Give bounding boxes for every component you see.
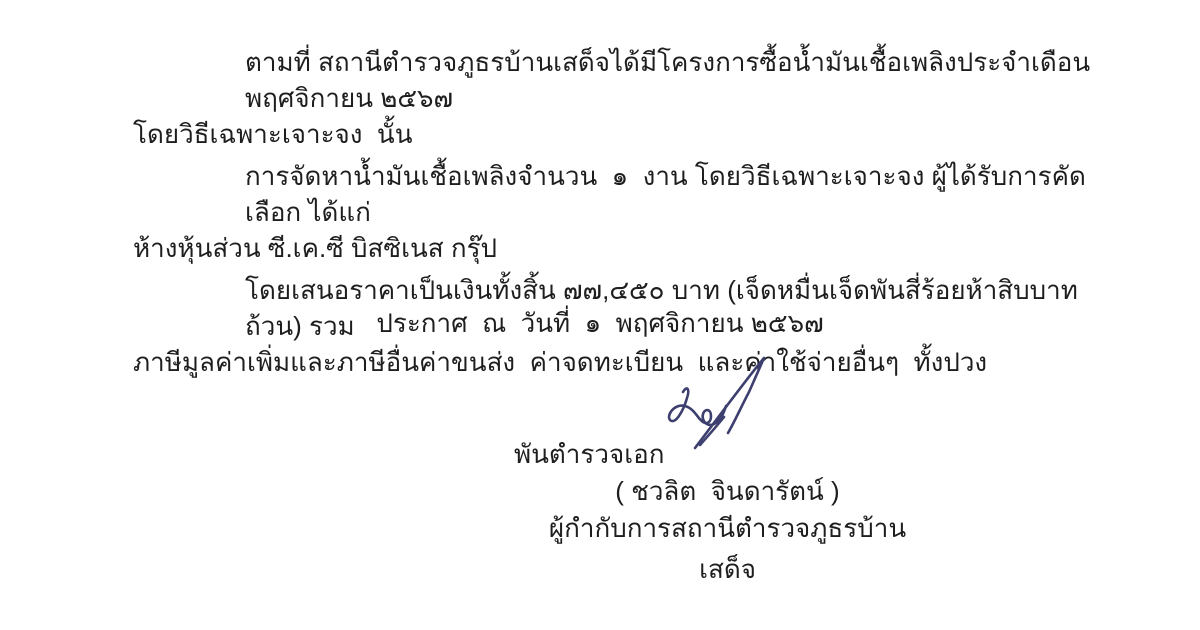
body-line: โดยเสนอราคาเป็นเงินทั้งสิ้น ๗๗,๔๕๐ บาท (เจ็ดหมื่นเจ็ดพันสี่ร้อยห้าสิบบาทถ้วน) รวม: [245, 275, 1078, 341]
announcement-date-line: ประกาศ ณ วันที่ ๑ พฤศจิกายน ๒๕๖๗: [376, 308, 824, 338]
body-line: ห้างหุ้นส่วน ซี.เค.ซี บิสซิเนส กรุ๊ป: [133, 233, 498, 263]
paragraph-1: [133, 44, 1108, 152]
body-line: การจัดหาน้ำมันเชื้อเพลิงจำนวน ๑ งาน โดยวิธีเฉพาะเจาะจง ผู้ได้รับการคัดเลือก ได้แก่: [245, 161, 1086, 227]
body-line: ภาษีมูลค่าเพิ่มและภาษีอื่นค่าขนส่ง ค่าจดทะเบียน และค่าใช้จ่ายอื่นๆ ทั้งปวง: [133, 347, 988, 377]
body-line: โดยวิธีเฉพาะเจาะจง นั้น: [133, 119, 413, 149]
signature-strokes: [669, 358, 764, 448]
body-line: ตามที่ สถานีตำรวจภูธรบ้านเสด็จได้มีโครงการซื้อน้ำมันเชื้อเพลิงประจำเดือน พฤศจิกายน ๒๕๖๗: [245, 47, 1098, 113]
signatory-rank: พันตำรวจเอก: [514, 439, 665, 469]
signatory-position: ผู้กำกับการสถานีตำรวจภูธรบ้านเสด็จ: [548, 513, 907, 584]
paragraph-2: [133, 158, 1108, 266]
signatory-name: ( ชวลิต จินดารัตน์ ): [615, 476, 840, 506]
signature-ink: [645, 352, 785, 452]
